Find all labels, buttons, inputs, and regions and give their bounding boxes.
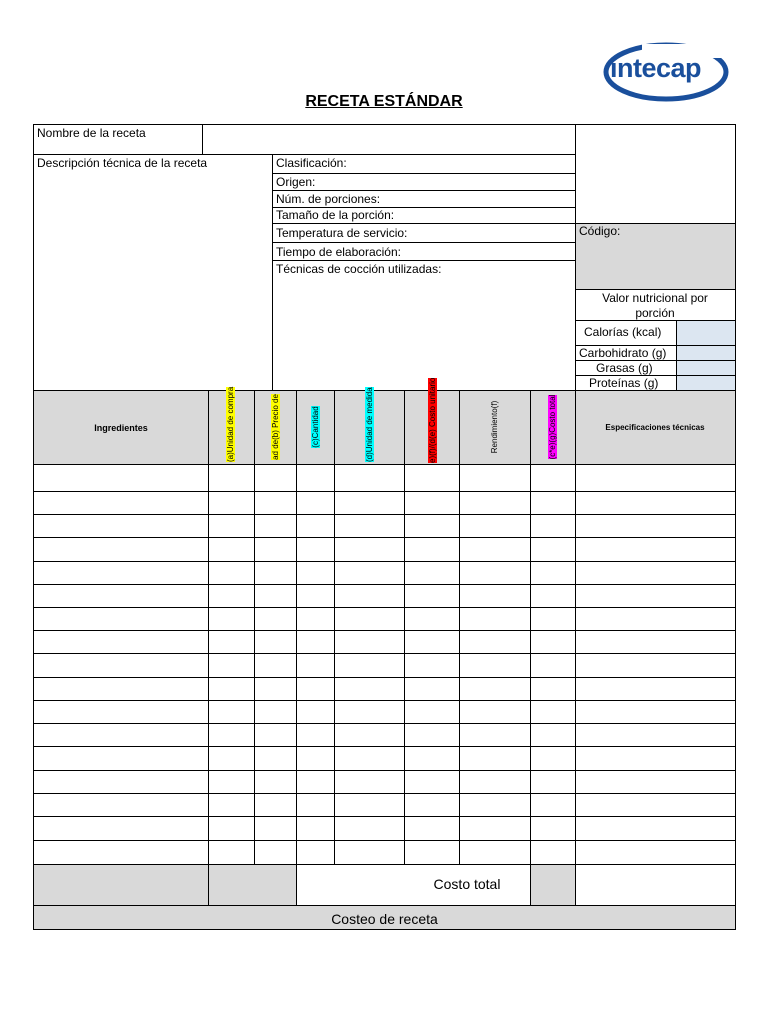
- nutrition-row-proteins: Proteínas (g): [589, 376, 659, 390]
- col-measure-unit: (d)Unidad de medida: [365, 387, 374, 462]
- col-quantity: (c)Cantidad: [311, 406, 320, 448]
- footer-shade-unit: [209, 865, 296, 905]
- col-price: ad de(b) Precio de: [271, 394, 280, 460]
- col-yield: Rendimiento(f): [490, 400, 499, 454]
- portions-label[interactable]: Núm. de porciones:: [276, 192, 381, 206]
- recipe-name-label: Nombre de la receta: [37, 126, 146, 140]
- col-ingredients: Ingredientes: [94, 423, 148, 433]
- calories-value-cell[interactable]: [676, 321, 735, 345]
- page-title: RECETA ESTÁNDAR: [305, 93, 463, 110]
- nutrition-title: Valor nutricional por porción: [602, 291, 708, 320]
- total-cost-label: Costo total: [433, 876, 501, 892]
- carbs-value-cell[interactable]: [676, 345, 735, 360]
- col-tech-specs: Especificaciones técnicas: [605, 423, 705, 432]
- classification-label[interactable]: Clasificación:: [276, 156, 347, 170]
- col-total-cost: (c*e)(g)Costo total: [548, 394, 557, 460]
- cooking-techniques-label[interactable]: Técnicas de cocción utilizadas:: [276, 262, 442, 276]
- origin-label[interactable]: Origen:: [276, 175, 316, 189]
- service-temp-label[interactable]: Temperatura de servicio:: [276, 226, 408, 240]
- recipe-costing-label: Costeo de receta: [331, 911, 438, 927]
- nutrition-row-fats: Grasas (g): [596, 361, 653, 375]
- recipe-name-field[interactable]: [203, 125, 575, 154]
- footer-shade-ingredients: [34, 865, 208, 905]
- description-label: Descripción técnica de la receta: [37, 156, 208, 170]
- nutrition-row-calories: Calorías (kcal): [584, 325, 662, 339]
- description-field[interactable]: [34, 172, 272, 390]
- col-purchase-unit: (a)Unidad de compra: [226, 386, 235, 462]
- code-label: Código:: [579, 224, 621, 238]
- prep-time-label[interactable]: Tiempo de elaboración:: [276, 245, 401, 259]
- nutrition-row-carbs: Carbohidrato (g): [579, 346, 667, 360]
- footer-shade-total: [531, 865, 575, 905]
- col-cost-used: e)(f)/(d(e) Costo unitario: [428, 377, 437, 463]
- fats-value-cell[interactable]: [676, 360, 735, 375]
- proteins-value-cell[interactable]: [676, 375, 735, 391]
- portion-size-label[interactable]: Tamaño de la porción:: [276, 208, 395, 222]
- logo-text: intecap: [610, 53, 702, 83]
